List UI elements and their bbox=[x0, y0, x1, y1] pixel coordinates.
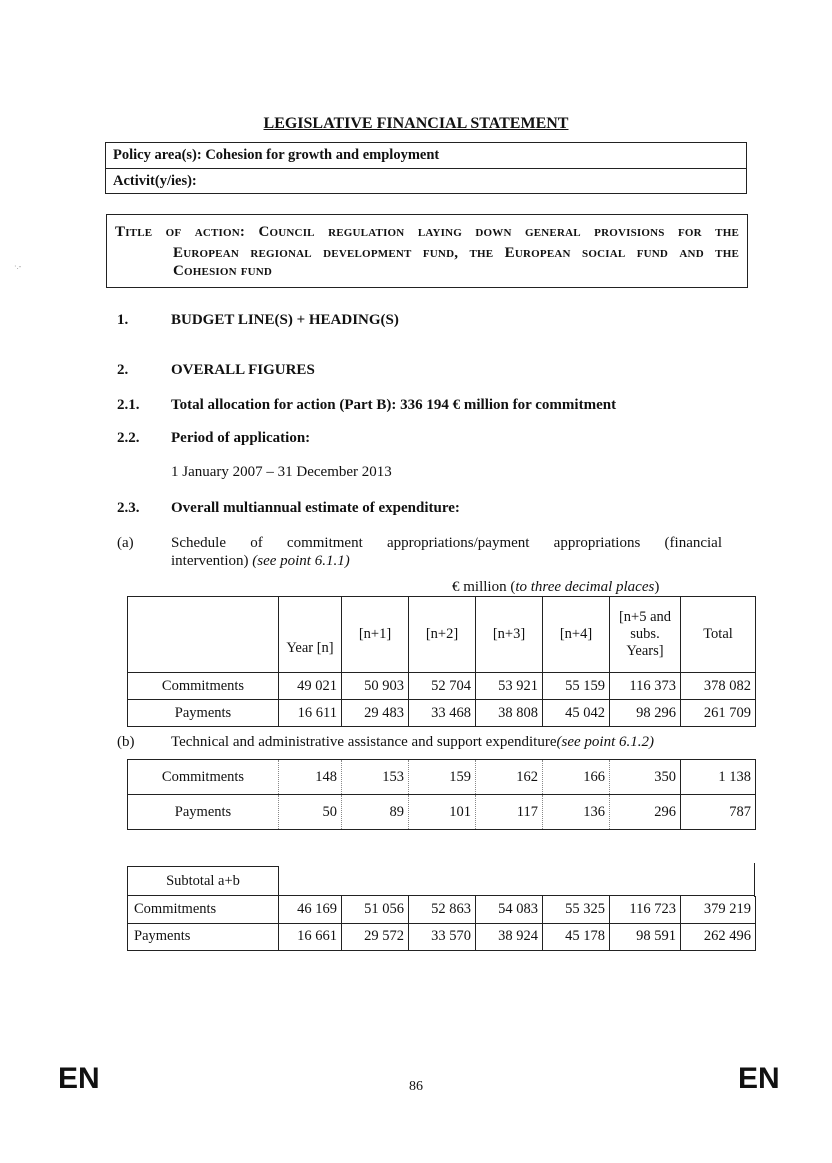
table-row bbox=[128, 760, 756, 795]
table-a-header-year: Year [n] bbox=[279, 597, 342, 673]
item-a-text-line2 bbox=[171, 553, 350, 570]
unit-note-suffix: ) bbox=[654, 579, 660, 595]
item-a-text2: intervention) bbox=[171, 553, 253, 569]
section-2-heading: OVERALL FIGURES bbox=[171, 362, 315, 378]
title-of-action-line2: European regional development fund, the European social fund and the bbox=[173, 245, 739, 261]
table-cell: 45 042 bbox=[543, 700, 610, 727]
item-b-label: (b) bbox=[117, 734, 135, 750]
table-cell: 98 296 bbox=[610, 700, 681, 727]
section-1-number: 1. bbox=[117, 312, 129, 328]
table-b bbox=[127, 759, 756, 830]
table-cell: 16 661 bbox=[279, 923, 342, 950]
table-cell: 54 083 bbox=[476, 896, 543, 923]
table-a-header-n5: [n+5 and subs. Years] bbox=[610, 597, 681, 673]
table-cell: 261 709 bbox=[681, 700, 756, 727]
scan-mark: ·.- bbox=[14, 262, 22, 271]
table-cell: 50 903 bbox=[342, 673, 409, 700]
policy-area-box bbox=[105, 142, 747, 194]
table-cell: 16 611 bbox=[279, 700, 342, 727]
table-cell: 55 159 bbox=[543, 673, 610, 700]
table-cell: 296 bbox=[610, 795, 681, 830]
table-a-row-label: Payments bbox=[128, 700, 279, 727]
table-c-row-label: Commitments bbox=[128, 896, 279, 923]
table-cell: 262 496 bbox=[681, 923, 756, 950]
table-c bbox=[127, 896, 756, 951]
section-2-3-heading: Overall multiannual estimate of expenditure: bbox=[171, 500, 460, 516]
unit-note bbox=[452, 579, 659, 596]
table-cell: 38 924 bbox=[476, 923, 543, 950]
item-a-text: Schedule of commitment appropriations/payment appropriations (financial bbox=[171, 535, 722, 551]
title-of-action-prefix: Title of action: bbox=[115, 224, 259, 240]
table-a-row-label: Commitments bbox=[128, 673, 279, 700]
table-cell: 378 082 bbox=[681, 673, 756, 700]
table-cell: 29 483 bbox=[342, 700, 409, 727]
table-cell: 55 325 bbox=[543, 896, 610, 923]
table-a-header-total: Total bbox=[681, 597, 756, 673]
item-b-text: Technical and administrative assistance and support expenditure bbox=[171, 734, 557, 750]
table-cell: 98 591 bbox=[610, 923, 681, 950]
table-cell: 46 169 bbox=[279, 896, 342, 923]
title-of-action-box bbox=[106, 214, 748, 288]
item-a-ref: (see point 6.1.1) bbox=[252, 553, 350, 569]
table-row bbox=[128, 700, 756, 727]
table-cell: 379 219 bbox=[681, 896, 756, 923]
table-cell: 136 bbox=[543, 795, 610, 830]
table-cell: 53 921 bbox=[476, 673, 543, 700]
footer-lang-right: EN bbox=[738, 1062, 780, 1095]
table-a-header-n4: [n+4] bbox=[543, 597, 610, 673]
item-a-label: (a) bbox=[117, 535, 134, 551]
table-cell: 89 bbox=[342, 795, 409, 830]
subtotal-label: Subtotal a+b bbox=[127, 866, 279, 896]
section-2-2-number: 2.2. bbox=[117, 430, 140, 446]
table-cell: 350 bbox=[610, 760, 681, 795]
table-cell: 101 bbox=[409, 795, 476, 830]
table-cell: 45 178 bbox=[543, 923, 610, 950]
table-c-row-label: Payments bbox=[128, 923, 279, 950]
item-b-ref: (see point 6.1.2) bbox=[556, 734, 654, 750]
table-cell: 159 bbox=[409, 760, 476, 795]
table-a-header-n3: [n+3] bbox=[476, 597, 543, 673]
table-row bbox=[128, 673, 756, 700]
page-number: 86 bbox=[409, 1079, 423, 1094]
activity-text: Activit(y/ies): bbox=[113, 173, 197, 189]
table-cell: 148 bbox=[279, 760, 342, 795]
table-cell: 166 bbox=[543, 760, 610, 795]
policy-box-divider bbox=[106, 168, 746, 169]
table-a-header-blank bbox=[128, 597, 279, 673]
table-cell: 787 bbox=[681, 795, 756, 830]
table-cell: 52 704 bbox=[409, 673, 476, 700]
table-cell: 50 bbox=[279, 795, 342, 830]
item-b-text-line bbox=[171, 734, 654, 751]
title-of-action-line3: Cohesion fund bbox=[173, 263, 273, 279]
table-a-header-n2: [n+2] bbox=[409, 597, 476, 673]
table-cell: 162 bbox=[476, 760, 543, 795]
section-1-heading: BUDGET LINE(S) + HEADING(S) bbox=[171, 312, 399, 328]
section-2-3-number: 2.3. bbox=[117, 500, 140, 516]
table-a bbox=[127, 596, 756, 727]
period-text: 1 January 2007 – 31 December 2013 bbox=[171, 464, 392, 480]
title-of-action-line1 bbox=[115, 224, 739, 241]
section-2-1-number: 2.1. bbox=[117, 397, 140, 413]
table-row bbox=[128, 923, 756, 950]
table-row bbox=[128, 896, 756, 923]
section-2-number: 2. bbox=[117, 362, 129, 378]
policy-area-text: Policy area(s): Cohesion for growth and employment bbox=[113, 147, 440, 163]
table-cell: 116 373 bbox=[610, 673, 681, 700]
table-cell: 49 021 bbox=[279, 673, 342, 700]
table-row bbox=[128, 795, 756, 830]
section-2-1-heading: Total allocation for action (Part B): 336 194 € million for commitment bbox=[171, 397, 617, 413]
title-of-action-text1: Council regulation laying down general provisions for the bbox=[258, 224, 739, 240]
section-2-2-heading: Period of application: bbox=[171, 430, 311, 446]
footer-lang-left: EN bbox=[58, 1062, 100, 1095]
unit-note-italic: to three decimal places bbox=[515, 579, 655, 595]
unit-note-prefix: € million ( bbox=[452, 579, 516, 595]
table-cell: 29 572 bbox=[342, 923, 409, 950]
subtotal-right-border bbox=[754, 863, 755, 897]
table-b-row-label: Commitments bbox=[161, 768, 245, 785]
table-a-header-n1: [n+1] bbox=[342, 597, 409, 673]
table-cell: 52 863 bbox=[409, 896, 476, 923]
table-a-header-row bbox=[128, 597, 756, 673]
table-b-row-label: Payments bbox=[128, 795, 279, 830]
table-cell: 116 723 bbox=[610, 896, 681, 923]
table-cell: 117 bbox=[476, 795, 543, 830]
table-cell: 33 468 bbox=[409, 700, 476, 727]
table-cell: 38 808 bbox=[476, 700, 543, 727]
table-cell: 51 056 bbox=[342, 896, 409, 923]
document-title: LEGISLATIVE FINANCIAL STATEMENT bbox=[263, 115, 569, 132]
table-cell: 33 570 bbox=[409, 923, 476, 950]
table-cell: 153 bbox=[342, 760, 409, 795]
table-cell: 1 138 bbox=[681, 760, 756, 795]
